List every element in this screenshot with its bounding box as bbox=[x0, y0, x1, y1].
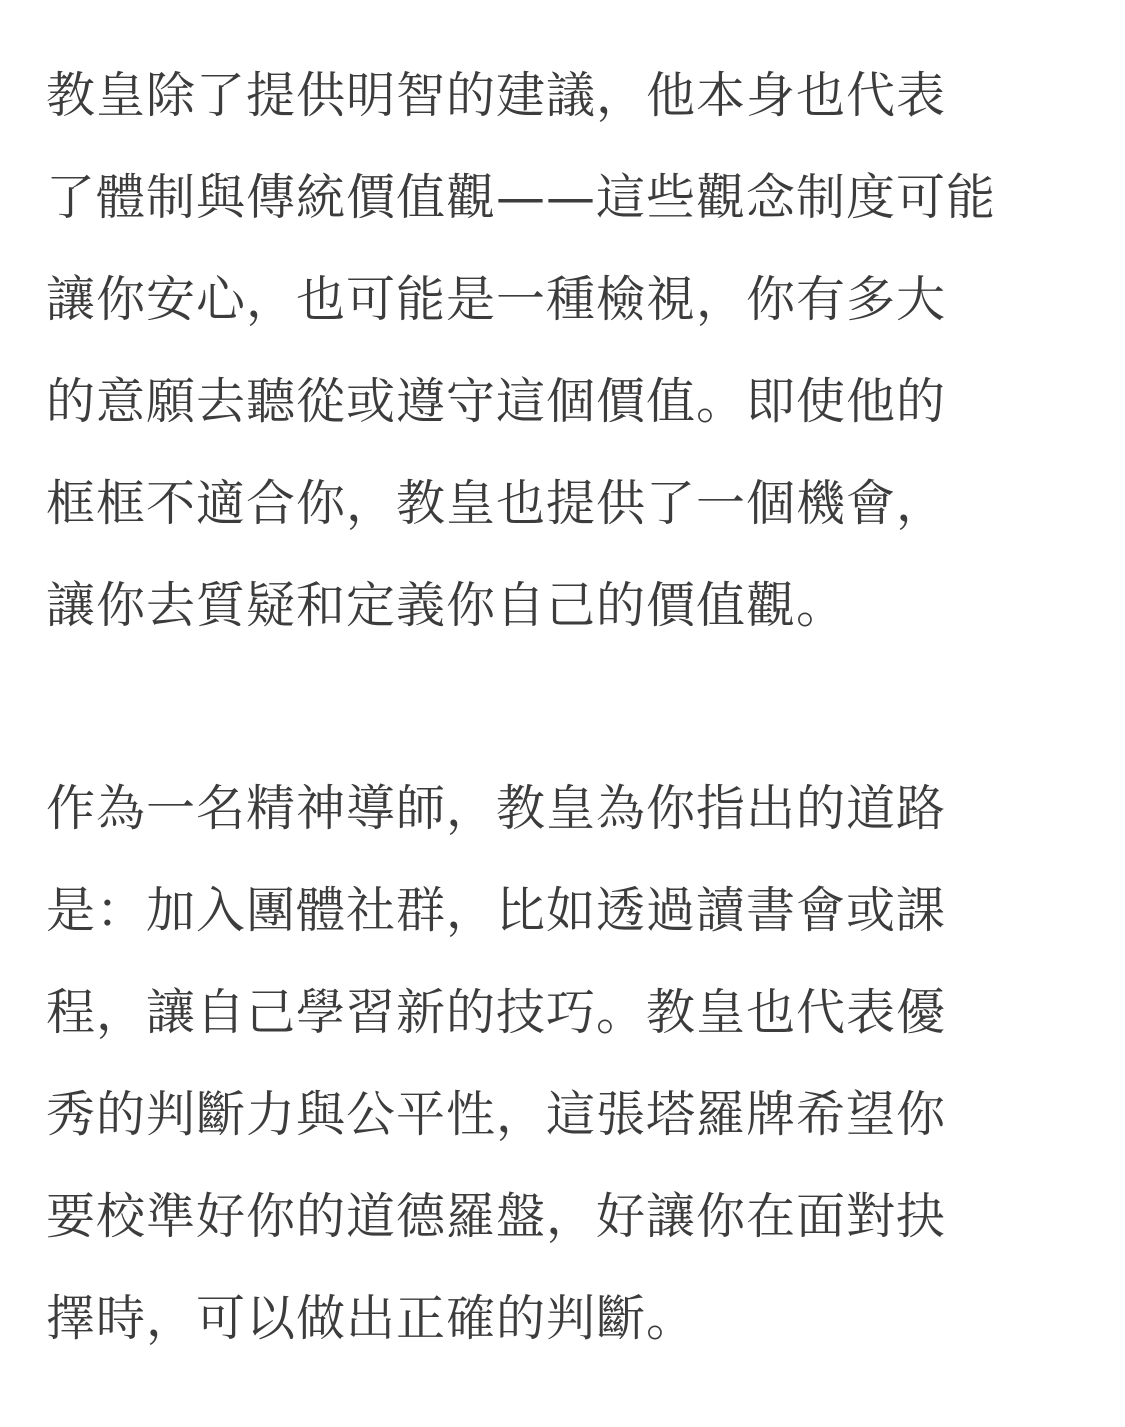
text-line: 要校準好你的道德羅盤，好讓你在面對抉 bbox=[46, 1188, 947, 1245]
text-line: 秀的判斷力與公平性，這張塔羅牌希望你 bbox=[46, 1086, 947, 1143]
text-line: 教皇除了提供明智的建議，他本身也代表 bbox=[46, 67, 947, 124]
text-line: 作為一名精神導師，教皇為你指出的道路 bbox=[46, 780, 947, 837]
text-line: 框框不適合你，教皇也提供了一個機會， bbox=[46, 475, 947, 532]
text-line: 程，讓自己學習新的技巧。教皇也代表優 bbox=[46, 984, 947, 1041]
text-line: 的意願去聽從或遵守這個價值。即使他的 bbox=[46, 373, 947, 430]
text-line: 讓你去質疑和定義你自己的價值觀。 bbox=[46, 577, 847, 634]
text-line: 了體制與傳統價值觀——這些觀念制度可能 bbox=[46, 169, 997, 226]
text-line: 讓你安心，也可能是一種檢視，你有多大 bbox=[46, 271, 947, 328]
paragraph-2 bbox=[46, 758, 946, 1370]
paragraph-1 bbox=[46, 45, 996, 657]
text-line: 擇時，可以做出正確的判斷。 bbox=[46, 1290, 697, 1347]
text-line: 是：加入團體社群，比如透過讀書會或課 bbox=[46, 882, 947, 939]
